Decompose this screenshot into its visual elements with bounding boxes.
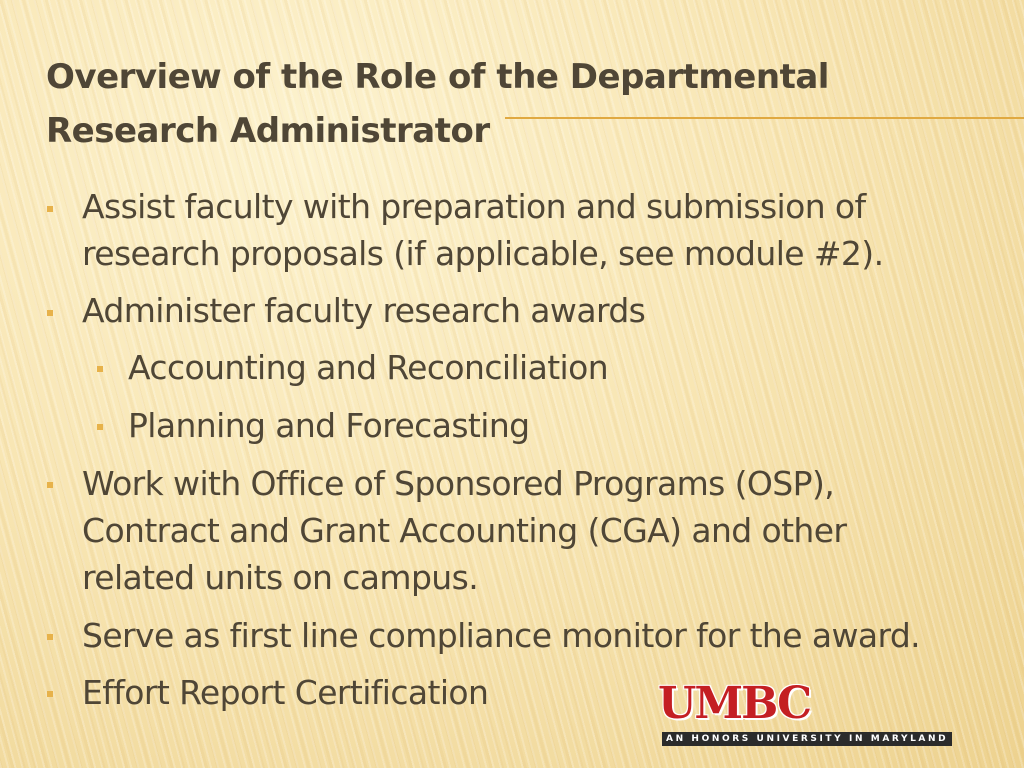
umbc-logo xyxy=(658,680,978,750)
bullet-4-line-1: Serve as first line compliance monitor for the award. xyxy=(82,616,921,655)
title-line-2: Research Administrator xyxy=(46,111,490,151)
bullet-marker-icon xyxy=(47,310,53,316)
bullet-marker-icon xyxy=(47,206,53,212)
bullet-1-line-2: research proposals (if applicable, see module #2). xyxy=(82,234,884,273)
bullet-marker-icon xyxy=(47,691,53,697)
bullet-1-line-1: Assist faculty with preparation and submission of xyxy=(82,187,866,226)
logo-wordmark: UMBC xyxy=(658,678,811,729)
bullet-3-line-1: Work with Office of Sponsored Programs (OSP), xyxy=(82,464,835,503)
bullet-2-line-1: Administer faculty research awards xyxy=(82,291,646,330)
sub-bullet-2: Planning and Forecasting xyxy=(128,406,530,445)
title-line-1: Overview of the Role of the Departmental xyxy=(46,57,829,97)
sub-bullet-1: Accounting and Reconciliation xyxy=(128,348,609,387)
slide-title xyxy=(46,50,946,158)
bullet-marker-icon xyxy=(47,482,53,488)
title-divider xyxy=(505,117,1024,119)
bullet-3-line-3: related units on campus. xyxy=(82,558,479,597)
bullet-5-line-1: Effort Report Certification xyxy=(82,673,489,712)
sub-bullet-marker-icon xyxy=(97,366,103,372)
bullet-marker-icon xyxy=(47,634,53,640)
bullet-3-line-2: Contract and Grant Accounting (CGA) and other xyxy=(82,511,847,550)
logo-tagline: AN HONORS UNIVERSITY IN MARYLAND xyxy=(662,732,952,746)
sub-bullet-marker-icon xyxy=(97,424,103,430)
